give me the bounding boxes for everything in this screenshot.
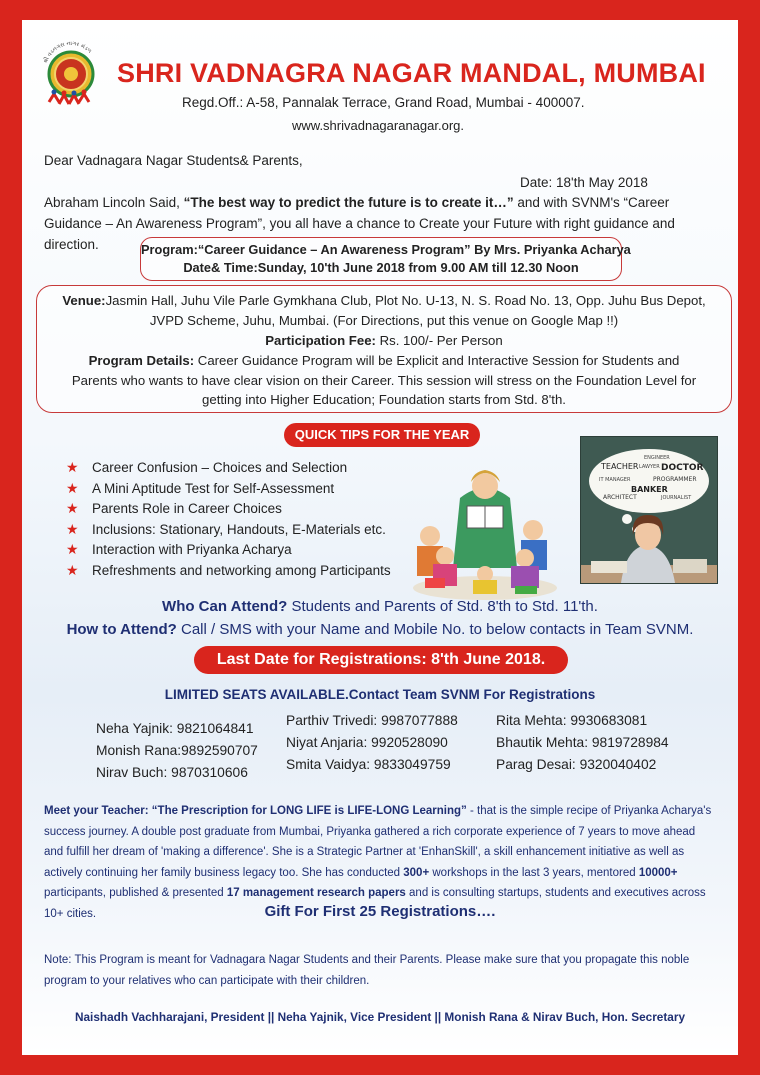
list-item: ★ Parents Role in Career Choices: [66, 500, 282, 516]
letter-date: Date: 18'th May 2018: [520, 175, 648, 190]
contacts-column-1: [96, 721, 258, 787]
contact-entry: Parthiv Trivedi: 9987077888: [286, 713, 458, 728]
letter-line-2: Guidance – An Awareness Program”, you all have a chance to Create your Future with right guidance and: [44, 216, 675, 231]
svg-text:PROGRAMMER: PROGRAMMER: [653, 476, 697, 483]
contact-entry: Parag Desai: 9320040402: [496, 757, 657, 772]
teacher-bio: Meet your Teacher: “The Prescription for LONG LIFE is LIFE-LONG Learning” - that is the simple recipe of Priyanka Acharya's success journey. A double post graduate from Mumbai, Priyanka gathered a rich corporate experience of 7 years to move ahead and fulfill her dream of 'making a difference'. She is a Strategic Partner at 'EnhanSkill', a skill enhancement initiative as well as actively continuing her family business legacy too. She has conducted 300+ workshops in the last 3 years, mentored 10000+ participants, published & presented 17 management research papers and is consulting startups, students and executives across 10+ cities.: [44, 805, 712, 920]
details-line-3: getting into Higher Education; Foundation starts from Std. 8'th.: [202, 392, 566, 407]
svg-text:LAWYER: LAWYER: [639, 464, 660, 470]
greeting: Dear Vadnagara Nagar Students& Parents,: [44, 153, 303, 168]
star-icon: ★: [66, 500, 79, 516]
svg-text:ARCHITECT: ARCHITECT: [603, 494, 637, 501]
letter-line-1: Abraham Lincoln Said, “The best way to predict the future is to create it…” and with SVNM's “Career: [44, 195, 670, 210]
details-line-1: Program Details: Career Guidance Program will be Explicit and Interactive Session for Students and: [88, 353, 680, 368]
last-date-banner: Last Date for Registrations: 8'th June 2018.: [194, 646, 568, 674]
participation-fee: Participation Fee: Rs. 100/- Per Person: [265, 333, 503, 348]
quick-tips-heading: QUICK TIPS FOR THE YEAR: [284, 423, 480, 447]
svg-text:ENGINEER: ENGINEER: [644, 455, 670, 461]
venue-line-1: Venue:Jasmin Hall, Juhu Vile Parle Gymkhana Club, Plot No. U-13, N. S. Road No. 13, Opp. Juhu Bus Depot,: [62, 293, 706, 308]
venue-box: [36, 285, 732, 413]
how-to-attend: How to Attend? Call / SMS with your Name and Mobile No. to below contacts in Team SVNM.: [66, 621, 694, 638]
star-icon: ★: [66, 479, 79, 496]
svg-text:TEACHER: TEACHER: [601, 462, 639, 471]
flyer-page: [22, 20, 738, 1055]
program-title: Program:“Career Guidance – An Awareness Program” By Mrs. Priyanka Acharya: [141, 242, 631, 257]
list-item: ★ Refreshments and networking among Participants: [66, 561, 391, 578]
mandal-logo: [36, 36, 106, 114]
career-chalkboard-photo: [580, 436, 718, 584]
list-item: ★ Inclusions: Stationary, Handouts, E-Materials etc.: [66, 520, 386, 537]
star-icon: ★: [66, 561, 79, 578]
letter-line-3: direction.: [44, 237, 99, 252]
svg-text:BANKER: BANKER: [631, 485, 668, 494]
contact-entry: Neha Yajnik: 9821064841: [96, 721, 254, 736]
org-website[interactable]: www.shrivadnagaranagar.org.: [292, 118, 464, 133]
who-can-attend: Who Can Attend? Students and Parents of Std. 8'th to Std. 11'th.: [162, 598, 598, 615]
list-item: ★ Career Confusion – Choices and Selection: [66, 459, 348, 475]
contact-entry: Smita Vaidya: 9833049759: [286, 757, 451, 772]
contacts-column-3: [496, 713, 669, 779]
program-datetime: Date& Time:Sunday, 10'th June 2018 from 9.00 AM till 12.30 Noon: [183, 260, 579, 275]
contact-entry: Nirav Buch: 9870310606: [96, 765, 248, 780]
program-note: Note: This Program is meant for Vadnagara Nagar Students and their Parents. Please make sure that you propagate this noble program to your relatives who can participate with their children.: [44, 954, 690, 987]
logo-text: શ્રી વડનગરા નાગર મંડળ: [42, 40, 93, 65]
contact-entry: Rita Mehta: 9930683081: [496, 713, 648, 728]
star-icon: ★: [66, 459, 79, 475]
lincoln-quote: “The best way to predict the future is to create it…”: [183, 195, 514, 210]
org-title: SHRI VADNAGRA NAGAR MANDAL, MUMBAI: [117, 58, 706, 88]
star-icon: ★: [66, 541, 79, 557]
svg-text:DOCTOR: DOCTOR: [661, 463, 704, 473]
committee-footer: Naishadh Vachharajani, President || Neha Yajnik, Vice President || Monish Rana & Nirav Buch, Hon. Secretary: [74, 1010, 686, 1024]
contact-entry: Bhautik Mehta: 9819728984: [496, 735, 669, 750]
program-box: [140, 237, 631, 281]
tips-list: [62, 460, 391, 583]
limited-seats-notice: LIMITED SEATS AVAILABLE.Contact Team SVNM For Registrations: [164, 687, 596, 702]
gift-notice: Gift For First 25 Registrations….: [264, 903, 496, 920]
contact-entry: Monish Rana:9892590707: [96, 743, 258, 758]
contacts-column-2: [286, 713, 458, 779]
svg-text:IT MANAGER: IT MANAGER: [599, 477, 631, 483]
list-item: ★ A Mini Aptitude Test for Self-Assessment: [66, 479, 335, 496]
star-icon: ★: [66, 520, 79, 537]
contact-entry: Niyat Anjaria: 9920528090: [286, 735, 448, 750]
kids-reading-illustration: [405, 458, 563, 603]
svg-text:JOURNALIST: JOURNALIST: [661, 495, 692, 501]
details-line-2: Parents who wants to have clear vision on their Career. This session will stress on the Foundation Level for: [71, 373, 697, 388]
venue-line-2: JVPD Scheme, Juhu, Mumbai. (For Directions, put this venue on Google Map !!): [149, 313, 619, 328]
org-address: Regd.Off.: A-58, Pannalak Terrace, Grand Road, Mumbai - 400007.: [182, 95, 585, 110]
list-item: ★ Interaction with Priyanka Acharya: [66, 541, 292, 557]
